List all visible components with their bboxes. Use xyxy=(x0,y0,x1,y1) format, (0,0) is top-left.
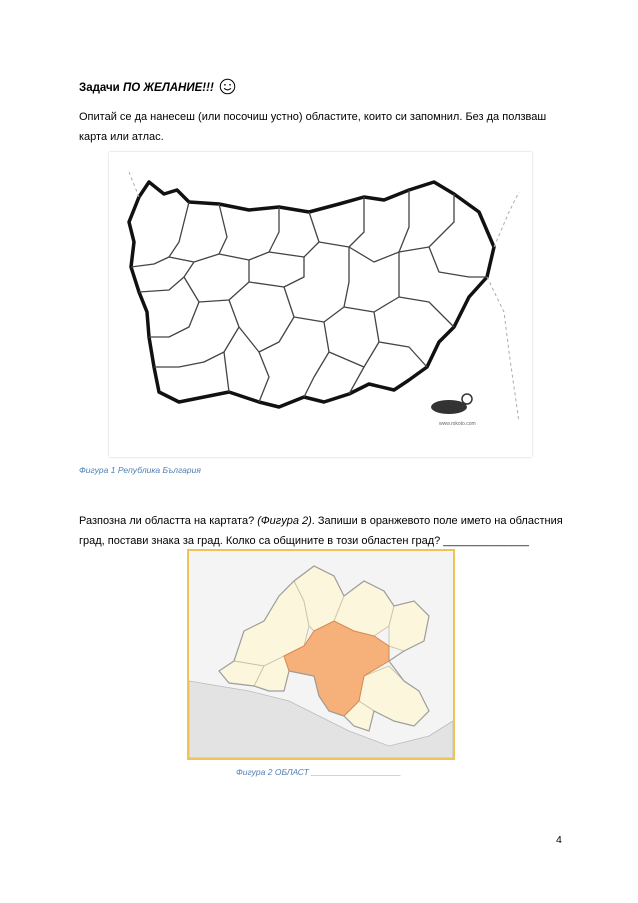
map-watermark-logo xyxy=(431,394,476,427)
paragraph2-figure-ref: (Фигура 2) xyxy=(257,515,312,527)
paragraph2-part2: . Запиши в оранжевото поле името на областния град, постави знака за град. Колко са общините в този областен град? ______________ xyxy=(79,515,563,547)
task-heading xyxy=(79,78,236,95)
figure-2-caption: Фигура 2 ОБЛАСТ ___________________ xyxy=(236,767,401,777)
page-number: 4 xyxy=(556,834,562,846)
heading-prefix: Задачи xyxy=(79,82,123,94)
region-map xyxy=(189,551,453,758)
bulgaria-map-figure xyxy=(109,152,532,457)
bulgaria-map xyxy=(109,152,532,457)
paragraph2-part1: Разпозна ли областта на картата? xyxy=(79,515,258,527)
instruction-paragraph-2 xyxy=(79,511,569,551)
figure-1-caption: Фигура 1 Република България xyxy=(79,465,201,475)
heading-emphasis: ПО ЖЕЛАНИЕ!!! xyxy=(122,82,214,94)
bulgaria-outline xyxy=(129,182,494,407)
smiley-icon xyxy=(219,78,236,95)
region-map-figure xyxy=(187,549,455,760)
instruction-paragraph-1: Опитай се да нанесеш (или посочиш устно) областите, които си запомнил. Без да ползваш карта или атлас. xyxy=(79,111,547,143)
watermark-text: www.rokoto.com xyxy=(439,421,476,427)
